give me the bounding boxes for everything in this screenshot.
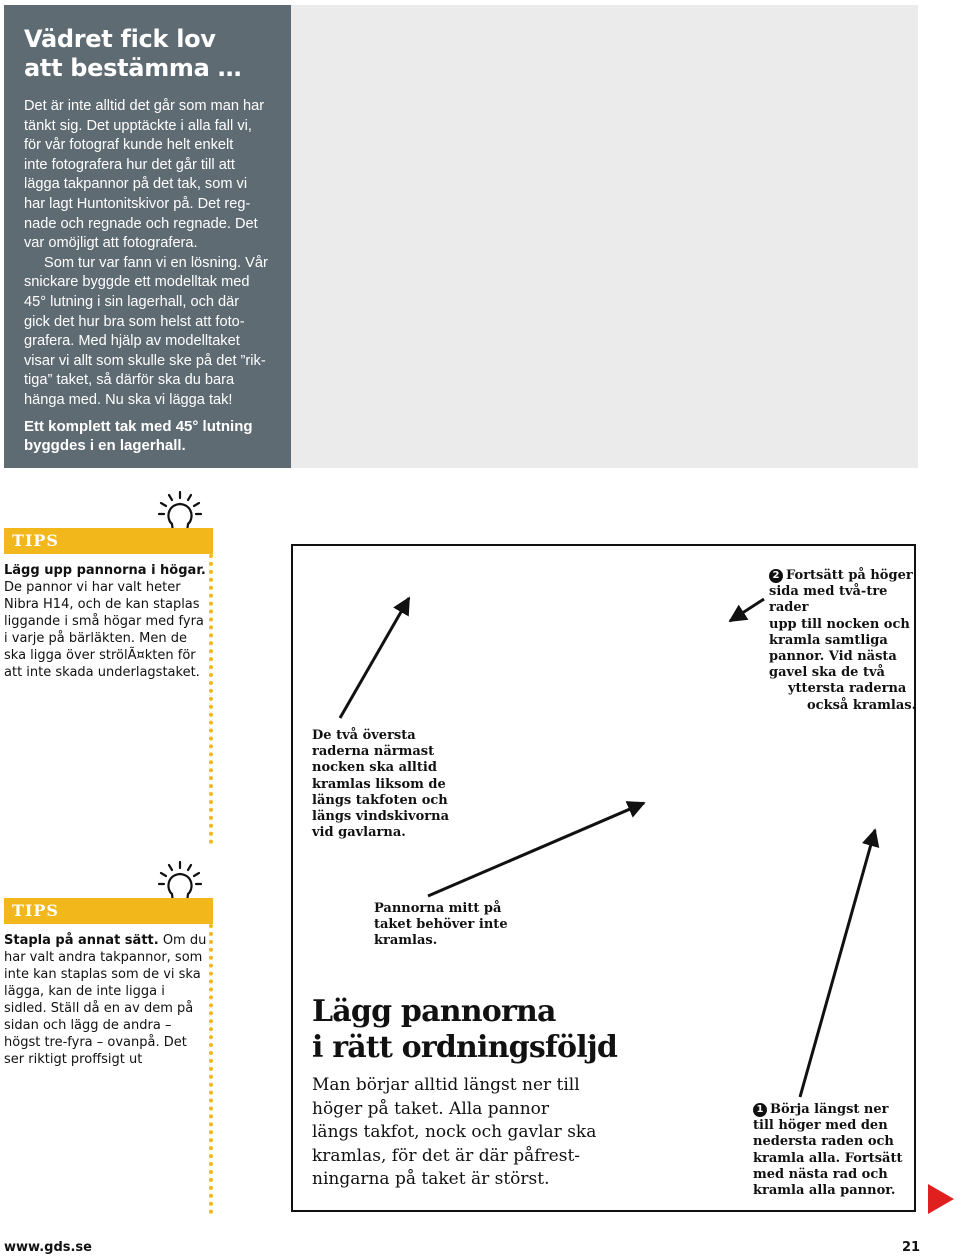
intro-box (4, 5, 291, 468)
step-2-note: 2 Fortsätt på höger sida med två-tre rader upp till nocken och kramla samtliga pannor. Vid nästa gavel ska de två yttersta raderna också kramlas. (769, 568, 917, 713)
section-heading: Lägg pannorna i rätt ordningsföljd (312, 994, 618, 1065)
tips-text: Stapla på annat sätt. Om du har valt andra takpannor, som inte kan staplas som de vi ska lägga, kan de inte ligga i sidled. Ställ då en av dem på sidan och lägg de andra – högst tre-fyra – ovanpå. Det ser riktigt proffsigt ut (4, 933, 207, 1067)
dotted-divider (209, 924, 219, 1214)
footer-website[interactable]: www.gds.se (4, 1240, 92, 1255)
top-rows-note: De två översta raderna närmast nocken ska alltid kramlas liksom de längs takfoten och längs vindskivorna vid gavlarna. (312, 728, 449, 841)
photo-caption: Ett komplett tak med 45° lutning byggdes i en lagerhall. (24, 417, 253, 455)
page-number: 21 (902, 1240, 921, 1255)
middle-tiles-note: Pannorna mitt på taket behöver inte kramlas. (374, 901, 508, 949)
dotted-divider (209, 554, 219, 844)
next-page-arrow-icon[interactable] (928, 1184, 954, 1214)
tips-header (4, 528, 213, 554)
intro-title: Vädret fick lov att bestämma … (24, 25, 242, 82)
photo-placeholder (291, 5, 918, 468)
intro-body: Det är inte alltid det går som man har tänkt sig. Det upptäckte i alla fall vi, för vår fotograf kunde helt enkelt inte fotografera hur det går till att lägga takpannor på det tak, som vi har lagt Huntonitskivor på. Det reg- nade och regnade och regnade. Det var omöjligt att fotografera. Som tur var fann vi en lösning. Vår snickare byggde ett modelltak med 45° lutning i sin lagerhall, och där gick det hur bra som helst att foto- grafera. Med hjälp av modelltaket visar vi allt som skulle ske på det ”rik- tiga” taket, så därför ska du bara hänga med. Nu ska vi lägga tak! Ett komplett tak med 45° lutning byggdes i en lagerhall. (24, 97, 273, 456)
tips-text: Lägg upp pannorna i högar. De pannor vi har valt heter Nibra H14, och de kan staplas liggande i små högar med fyra i varje på bärläkten. Men de ska ligga över strölÃ¤kten för att inte skada underlagstaket. (4, 563, 206, 680)
tips-header (4, 898, 213, 924)
section-lead: Man börjar alltid längst ner till höger på taket. Alla pannor längs takfot, nock och gavlar ska kramlas, för det är där påfrest- ningarna på taket är störst. (312, 1075, 597, 1189)
tips-label: TIPS (12, 901, 59, 920)
step-1-note: 1 Börja längst ner till höger med den nedersta raden och kramla alla. Fortsätt med nästa rad och kramla alla pannor. (753, 1102, 903, 1199)
tips-label: TIPS (12, 531, 59, 550)
